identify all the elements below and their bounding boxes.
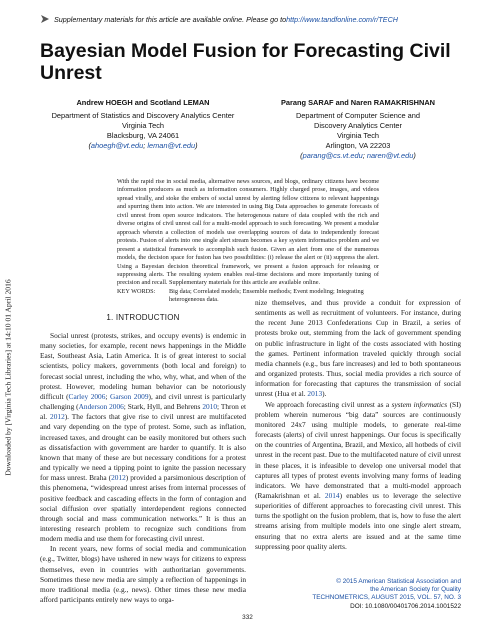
authors-right-dept2: Discovery Analytics Center — [314, 121, 402, 130]
supplementary-note — [40, 14, 398, 24]
citation-link[interactable]: Carley 2006 — [68, 391, 106, 401]
citation-link[interactable]: Garson 2009 — [110, 391, 149, 401]
paren-close: ) — [195, 141, 198, 150]
paragraph: In recent years, new forms of social media and communication (e.g., Twitter, blogs) have ushered in new ways for citizens to express themselves, even in countries with authoritarian governments. Sometimes these new media are simply a reflection of happenings in more traditional media (e.g., news). Other times these new media afford participants entirely new ways to orga- — [40, 544, 246, 605]
authors-left — [40, 98, 246, 151]
paragraph — [255, 400, 461, 552]
authors-right-emails — [255, 151, 461, 161]
citation-link[interactable]: Anderson 2006 — [78, 402, 124, 412]
email-link[interactable]: ahoegh@vt.edu — [90, 141, 144, 150]
text-run: ) enables us to leverage the selective superiorities of different approaches to forecasting civil unrest. This turns the spotlight on the fusion problem, that is, how to fuse the alert streams arising from multiple models into one single alert stream, ensuring that no extra alerts are issued and at the same time suppressing poor quality alerts. — [255, 490, 461, 551]
copyright-line[interactable]: the American Society for Quality — [370, 586, 461, 594]
body-column-left — [40, 331, 246, 605]
text-run: ). — [322, 389, 327, 399]
text-run: ) provided a parsimonious description of this phenomena, “widespread unrest arises from internal processes of positive feedback and cascading effects in the form of contagion and social diffusion over spatially interdependent regions connected through social and mass communication networks.” It is thus an interesting research problem to recognize such conditions from modern media and use them for forecasting civil unrest. — [40, 473, 247, 544]
authors-right-institution: Virginia Tech — [336, 131, 380, 140]
paren-open: ( — [88, 141, 91, 150]
text-run: ; Thron et al. — [40, 402, 247, 422]
italic-term: system informatics — [391, 399, 448, 409]
authors-left-dept: Department of Statistics and Discovery Analytics Center — [51, 111, 235, 120]
authors-right — [255, 98, 461, 161]
download-watermark — [2, 212, 14, 542]
doi-line[interactable]: DOI: 10.1080/00401706.2014.1001522 — [350, 602, 461, 610]
email-separator: ; — [143, 141, 148, 150]
citation-link[interactable]: 2012 — [50, 412, 65, 422]
paragraph — [255, 298, 461, 400]
text-run: We approach forecasting civil unrest as a — [265, 399, 392, 409]
email-separator: ; — [362, 151, 367, 160]
text-run: ), and civil unrest is particularly challenging ( — [40, 391, 246, 412]
citation-link[interactable]: 2014 — [324, 490, 340, 500]
download-watermark-text: Downloaded by [Virginia Tech Libraries] at 14:10 01 April 2016 — [3, 278, 13, 476]
copyright-block — [276, 578, 461, 611]
supplementary-prefix: Supplementary materials for this article are available online. Please go to — [54, 14, 287, 24]
paragraph — [40, 331, 246, 544]
authors-left-emails — [40, 141, 246, 151]
body-column-right — [255, 298, 461, 552]
authors-right-names: Parang SARAF and Naren RAMAKRISHNAN — [281, 98, 435, 107]
citation-link[interactable]: 2012 — [111, 473, 126, 483]
page-number: 332 — [242, 614, 253, 621]
text-run: (SI) problem wherein numerous “big data” sources are continuously monitored 24x7 using multiple models, to generate real-time forecasts (alerts) of civil unrest happenings. Our focus is specifically on the countries of Argentina, Brazil, and Mexico, all hotbeds of civil unrest in the recent past. Due to the multifaceted nature of civil unrest in these places, it is infeasible to develop one universal model that captures all types of protest events involving many forms of leading indicators. We have demonstrated that a multi-model approach (Ramakrishnan et al. — [255, 399, 461, 500]
supplementary-arrow-icon — [40, 14, 50, 24]
authors-right-location: Arlington, VA 22203 — [325, 141, 391, 150]
email-link[interactable]: parang@cs.vt.edu — [302, 151, 363, 160]
keywords-label: KEY WORDS: — [117, 288, 156, 295]
text-run: ). The factors that give rise to civil unrest are multifaceted and vary depending on the type of protest. Some, such as inflation, increased taxes, and drought can be easily monitored but others such as dissatisfaction with government are harder to quantify. It is also known that many of these are but necessary conditions for a protest and typically we need a tipping point to ignite the passion necessary for mass unrest. Braha ( — [40, 412, 246, 483]
email-link[interactable]: leman@vt.edu — [147, 141, 196, 150]
authors-left-names: Andrew HOEGH and Scotland LEMAN — [76, 98, 210, 107]
keywords-text: Big data; Correlated models; Ensemble methods; Event modeling; Integrating heterogeneous data. — [169, 288, 364, 304]
text-run: ; — [105, 391, 111, 401]
authors-right-dept1: Department of Computer Science and — [295, 111, 421, 120]
paren-open: ( — [300, 151, 303, 160]
supplementary-link[interactable]: http://www.tandfonline.com/r/TECH — [286, 14, 398, 24]
copyright-line[interactable]: © 2015 American Statistical Association and — [336, 578, 461, 585]
citation-link[interactable]: 2010 — [202, 402, 218, 412]
email-link[interactable]: naren@vt.edu — [366, 151, 414, 160]
paper-title: Bayesian Model Fusion for Forecasting Civil Unrest — [40, 40, 451, 84]
section-heading-introduction: 1. INTRODUCTION — [106, 313, 180, 322]
authors-left-location: Blacksburg, VA 24061 — [106, 131, 180, 140]
authors-left-institution: Virginia Tech — [121, 121, 165, 130]
text-run: Social unrest (protests, strikes, and occupy events) is endemic in many societies, for example, recent news happenings in the Middle East, Southeast Asia, Latin America. It is of great interest to social scientists, policy makers, governments (both local and foreign) to forecast social unrest, including the who, why, what, and when of the protest. However, modeling human behavior can be notoriously difficult ( — [40, 331, 246, 401]
text-run: nize themselves, and thus provide a conduit for expression of sentiments as well as recruitment of volunteers. For instance, during the recent June 2013 Confederations Cup in Brazil, a series of protests broke out, stemming from the lack of government spending on public infrastructure in light of the costs associated with hosting the games. Pertinent information traveled quickly through social media channels (e.g., bus fare increases) and led to both spontaneous and organized protests. Thus, social media provides a rich source of information for forecasting that captures the transmission of social unrest (Hua et al. — [255, 298, 461, 399]
text-run: ; Stark, Hyll, and Behrens — [123, 402, 203, 412]
paren-close: ) — [413, 151, 416, 160]
citation-link[interactable]: 2013 — [307, 389, 323, 399]
journal-line[interactable]: TECHNOMETRICS, AUGUST 2015, VOL. 57, NO. 3 — [312, 594, 461, 602]
abstract: With the rapid rise in social media, alternative news sources, and blogs, ordinary citizens have become information producers as much as information consumers. Highly charged prose, images, and videos spread virally, and stoke the embers of social unrest by alerting fellow citizens to relevant happenings and spurring them into action. We are interested in using Big Data approaches to generate forecasts of civil unrest from open source indicators. The heterogenous nature of data coupled with the rich and diverse origins of civil unrest call for a multi-model approach to such forecasting. We present a modular approach wherein a collection of models use overlapping sources of data to independently forecast protests. Fusion of alerts into one single alert stream becomes a key system informatics problem and we present a statistical framework to accomplish such fusion. Given an alert from one of the numerous models, the decision space for fusion has two possibilities: (i) release the alert or (ii) suppress the alert. Using a Bayesian decision theoretical framework, we present a fusion approach for releasing or suppressing alerts. The resulting system enables real-time decisions and more importantly tuning of precision and recall. Supplementary materials for this article are available online. — [117, 178, 379, 287]
